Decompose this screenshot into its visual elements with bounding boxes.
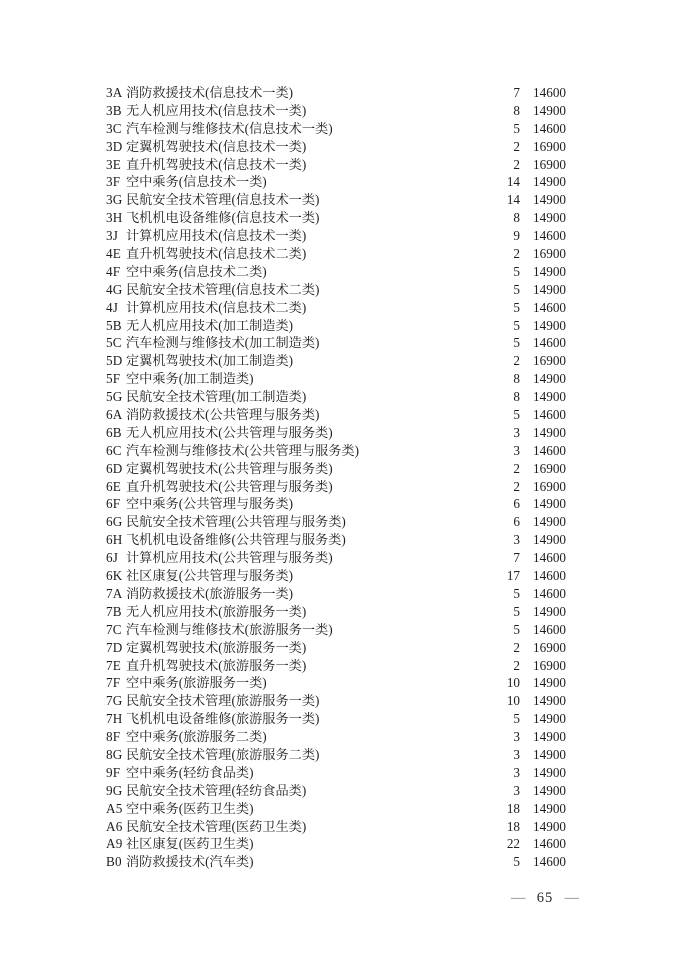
plan-count: 5 <box>513 603 520 619</box>
program-code: 6F <box>106 496 121 512</box>
tuition-fee: 14600 <box>533 550 566 566</box>
plan-count: 2 <box>513 138 520 154</box>
tuition-fee: 14600 <box>533 585 566 601</box>
program-name: 民航安全技术管理(加工制造类) <box>126 389 307 405</box>
tuition-fee: 14600 <box>533 335 566 351</box>
program-name: 定翼机驾驶技术(加工制造类) <box>126 353 294 369</box>
program-name: 直升机驾驶技术(公共管理与服务类) <box>126 478 333 494</box>
plan-count: 8 <box>513 210 520 226</box>
program-code: 6H <box>106 532 123 548</box>
tuition-fee: 14900 <box>533 102 566 118</box>
plan-count: 14 <box>506 192 520 208</box>
tuition-fee: 14900 <box>533 711 566 727</box>
tuition-fee: 14900 <box>533 603 566 619</box>
table-row <box>106 567 566 585</box>
plan-count: 18 <box>506 800 520 816</box>
table-row <box>106 299 566 317</box>
table-row <box>106 674 566 692</box>
table-row <box>106 424 566 442</box>
tuition-fee: 14900 <box>533 192 566 208</box>
table-row <box>106 800 566 818</box>
program-code: 7C <box>106 621 122 637</box>
program-name: 计算机应用技术(信息技术二类) <box>126 299 307 315</box>
plan-count: 3 <box>513 782 520 798</box>
program-name: 消防救援技术(汽车类) <box>126 854 254 870</box>
program-code: 8F <box>106 729 121 745</box>
program-name: 直升机驾驶技术(信息技术二类) <box>126 246 307 262</box>
plan-count: 5 <box>513 621 520 637</box>
table-row <box>106 853 566 871</box>
table-row <box>106 102 566 120</box>
program-code: 6J <box>106 550 119 566</box>
program-code: 7G <box>106 693 123 709</box>
plan-count: 3 <box>513 532 520 548</box>
table-row <box>106 352 566 370</box>
plan-count: 2 <box>513 460 520 476</box>
program-name: 计算机应用技术(公共管理与服务类) <box>126 550 333 566</box>
tuition-fee: 14900 <box>533 782 566 798</box>
program-name: 空中乘务(旅游服务一类) <box>126 675 267 691</box>
tuition-fee: 16900 <box>533 246 566 262</box>
program-code: A5 <box>106 800 123 816</box>
program-name: 定翼机驾驶技术(旅游服务一类) <box>126 639 307 655</box>
tuition-fee: 14900 <box>533 532 566 548</box>
table-row <box>106 84 566 102</box>
program-code: 5C <box>106 335 122 351</box>
program-code: 4E <box>106 246 122 262</box>
program-name: 汽车检测与维修技术(加工制造类) <box>126 335 320 351</box>
plan-count: 8 <box>513 371 520 387</box>
tuition-fee: 16900 <box>533 657 566 673</box>
program-table <box>106 84 566 871</box>
tuition-fee: 16900 <box>533 639 566 655</box>
table-row <box>106 764 566 782</box>
plan-count: 3 <box>513 764 520 780</box>
program-code: 8G <box>106 746 123 762</box>
tuition-fee: 14900 <box>533 210 566 226</box>
table-row <box>106 245 566 263</box>
tuition-fee: 14600 <box>533 854 566 870</box>
tuition-fee: 14900 <box>533 317 566 333</box>
table-row <box>106 657 566 675</box>
plan-count: 18 <box>506 818 520 834</box>
page-number-dash-right: — <box>564 890 579 906</box>
program-name: 汽车检测与维修技术(旅游服务一类) <box>126 621 333 637</box>
program-name: 汽车检测与维修技术(公共管理与服务类) <box>126 442 359 458</box>
tuition-fee: 14600 <box>533 85 566 100</box>
table-row <box>106 495 566 513</box>
plan-count: 6 <box>513 514 520 530</box>
table-row <box>106 406 566 424</box>
program-name: 社区康复(医药卫生类) <box>126 836 254 852</box>
plan-count: 2 <box>513 156 520 172</box>
tuition-fee: 14900 <box>533 746 566 762</box>
plan-count: 3 <box>513 746 520 762</box>
tuition-fee: 14600 <box>533 120 566 136</box>
program-code: B0 <box>106 854 122 870</box>
plan-count: 5 <box>513 281 520 297</box>
plan-count: 2 <box>513 246 520 262</box>
tuition-fee: 14900 <box>533 281 566 297</box>
table-row <box>106 710 566 728</box>
program-code: 7D <box>106 639 123 655</box>
table-row <box>106 818 566 836</box>
program-name: 空中乘务(信息技术一类) <box>126 174 267 190</box>
program-code: 7E <box>106 657 122 673</box>
tuition-fee: 14900 <box>533 174 566 190</box>
tuition-fee: 14600 <box>533 442 566 458</box>
tuition-fee: 14600 <box>533 407 566 423</box>
table-row <box>106 209 566 227</box>
tuition-fee: 14600 <box>533 568 566 584</box>
plan-count: 7 <box>513 85 520 100</box>
table-row <box>106 317 566 335</box>
program-code: 5G <box>106 389 123 405</box>
program-name: 汽车检测与维修技术(信息技术一类) <box>126 120 333 136</box>
table-row <box>106 370 566 388</box>
program-code: 6D <box>106 460 123 476</box>
table-row <box>106 531 566 549</box>
tuition-fee: 16900 <box>533 138 566 154</box>
plan-count: 5 <box>513 711 520 727</box>
table-row <box>106 782 566 800</box>
table-row <box>106 746 566 764</box>
plan-count: 5 <box>513 317 520 333</box>
plan-count: 2 <box>513 478 520 494</box>
tuition-fee: 16900 <box>533 460 566 476</box>
plan-count: 5 <box>513 263 520 279</box>
tuition-fee: 14900 <box>533 675 566 691</box>
tuition-fee: 14900 <box>533 263 566 279</box>
table-row <box>106 156 566 174</box>
program-name: 无人机应用技术(旅游服务一类) <box>126 603 307 619</box>
tuition-fee: 14900 <box>533 424 566 440</box>
tuition-fee: 14900 <box>533 729 566 745</box>
program-code: 9F <box>106 764 121 780</box>
plan-count: 2 <box>513 353 520 369</box>
program-code: 3G <box>106 192 123 208</box>
tuition-fee: 14600 <box>533 836 566 852</box>
program-name: 消防救援技术(信息技术一类) <box>126 85 294 100</box>
tuition-fee: 14900 <box>533 693 566 709</box>
plan-count: 9 <box>513 228 520 244</box>
program-name: 民航安全技术管理(医药卫生类) <box>126 818 307 834</box>
tuition-fee: 14900 <box>533 371 566 387</box>
program-name: 民航安全技术管理(旅游服务一类) <box>126 693 320 709</box>
table-row <box>106 460 566 478</box>
program-name: 空中乘务(医药卫生类) <box>126 800 254 816</box>
plan-count: 5 <box>513 407 520 423</box>
program-name: 民航安全技术管理(公共管理与服务类) <box>126 514 346 530</box>
tuition-fee: 14600 <box>533 621 566 637</box>
table-row <box>106 263 566 281</box>
tuition-fee: 16900 <box>533 478 566 494</box>
table-row <box>106 835 566 853</box>
program-code: 5B <box>106 317 122 333</box>
program-code: 4F <box>106 263 121 279</box>
table-row <box>106 621 566 639</box>
program-name: 空中乘务(轻纺食品类) <box>126 764 254 780</box>
table-row <box>106 173 566 191</box>
program-name: 消防救援技术(公共管理与服务类) <box>126 407 320 423</box>
program-name: 无人机应用技术(信息技术一类) <box>126 102 307 118</box>
plan-count: 2 <box>513 639 520 655</box>
program-code: 7F <box>106 675 121 691</box>
table-row <box>106 334 566 352</box>
program-name: 定翼机驾驶技术(公共管理与服务类) <box>126 460 333 476</box>
program-code: 9G <box>106 782 123 798</box>
program-code: 3E <box>106 156 122 172</box>
plan-count: 5 <box>513 120 520 136</box>
program-name: 民航安全技术管理(信息技术一类) <box>126 192 320 208</box>
plan-count: 8 <box>513 102 520 118</box>
table-row <box>106 513 566 531</box>
tuition-fee: 14900 <box>533 818 566 834</box>
table-row <box>106 603 566 621</box>
tuition-fee: 14900 <box>533 800 566 816</box>
table-row <box>106 549 566 567</box>
plan-count: 22 <box>506 836 520 852</box>
page-number-dash-left: — <box>511 890 526 906</box>
table-row <box>106 281 566 299</box>
plan-count: 3 <box>513 729 520 745</box>
program-code: 4J <box>106 299 119 315</box>
plan-count: 5 <box>513 335 520 351</box>
page-number <box>511 890 579 907</box>
table-row <box>106 692 566 710</box>
program-code: 3J <box>106 228 119 244</box>
program-name: 空中乘务(信息技术二类) <box>126 263 267 279</box>
tuition-fee: 16900 <box>533 156 566 172</box>
program-code: 3A <box>106 85 123 100</box>
plan-count: 6 <box>513 496 520 512</box>
program-name: 民航安全技术管理(轻纺食品类) <box>126 782 307 798</box>
program-code: 6B <box>106 424 122 440</box>
program-name: 民航安全技术管理(信息技术二类) <box>126 281 320 297</box>
program-code: 7B <box>106 603 122 619</box>
program-name: 飞机机电设备维修(公共管理与服务类) <box>126 532 346 548</box>
plan-count: 3 <box>513 442 520 458</box>
table-row <box>106 639 566 657</box>
plan-count: 3 <box>513 424 520 440</box>
program-code: 6G <box>106 514 123 530</box>
program-code: 5F <box>106 371 121 387</box>
tuition-fee: 14600 <box>533 228 566 244</box>
program-code: A6 <box>106 818 123 834</box>
program-name: 飞机机电设备维修(信息技术一类) <box>126 210 320 226</box>
program-name: 直升机驾驶技术(信息技术一类) <box>126 156 307 172</box>
program-name: 直升机驾驶技术(旅游服务一类) <box>126 657 307 673</box>
program-code: 6C <box>106 442 122 458</box>
program-name: 空中乘务(旅游服务二类) <box>126 729 267 745</box>
plan-count: 5 <box>513 585 520 601</box>
table-row <box>106 388 566 406</box>
program-code: 4G <box>106 281 123 297</box>
table-row <box>106 120 566 138</box>
program-name: 无人机应用技术(加工制造类) <box>126 317 294 333</box>
plan-count: 10 <box>506 693 520 709</box>
table-row <box>106 585 566 603</box>
program-code: 5D <box>106 353 123 369</box>
tuition-fee: 16900 <box>533 353 566 369</box>
plan-count: 5 <box>513 854 520 870</box>
tuition-fee: 14900 <box>533 389 566 405</box>
table-row <box>106 478 566 496</box>
program-code: 3D <box>106 138 123 154</box>
program-name: 消防救援技术(旅游服务一类) <box>126 585 294 601</box>
plan-count: 7 <box>513 550 520 566</box>
plan-count: 17 <box>506 568 520 584</box>
table-row <box>106 138 566 156</box>
plan-count: 5 <box>513 299 520 315</box>
plan-count: 8 <box>513 389 520 405</box>
tuition-fee: 14900 <box>533 764 566 780</box>
program-code: 7A <box>106 585 123 601</box>
tuition-fee: 14900 <box>533 514 566 530</box>
program-name: 空中乘务(加工制造类) <box>126 371 254 387</box>
program-name: 飞机机电设备维修(旅游服务一类) <box>126 711 320 727</box>
program-code: 3F <box>106 174 121 190</box>
table-row <box>106 728 566 746</box>
program-code: 3C <box>106 120 122 136</box>
program-code: 6E <box>106 478 122 494</box>
program-code: 6K <box>106 568 123 584</box>
page-number-value: 65 <box>536 890 554 906</box>
plan-count: 10 <box>506 675 520 691</box>
program-code: A9 <box>106 836 123 852</box>
table-row <box>106 191 566 209</box>
table-row <box>106 442 566 460</box>
tuition-fee: 14900 <box>533 496 566 512</box>
tuition-fee: 14600 <box>533 299 566 315</box>
program-name: 空中乘务(公共管理与服务类) <box>126 496 294 512</box>
plan-count: 14 <box>506 174 520 190</box>
program-code: 3H <box>106 210 123 226</box>
program-code: 7H <box>106 711 123 727</box>
program-code: 6A <box>106 407 123 423</box>
program-name: 社区康复(公共管理与服务类) <box>126 568 294 584</box>
program-name: 定翼机驾驶技术(信息技术一类) <box>126 138 307 154</box>
table-row <box>106 227 566 245</box>
program-name: 计算机应用技术(信息技术一类) <box>126 228 307 244</box>
program-name: 无人机应用技术(公共管理与服务类) <box>126 424 333 440</box>
plan-count: 2 <box>513 657 520 673</box>
program-name: 民航安全技术管理(旅游服务二类) <box>126 746 320 762</box>
program-code: 3B <box>106 102 122 118</box>
